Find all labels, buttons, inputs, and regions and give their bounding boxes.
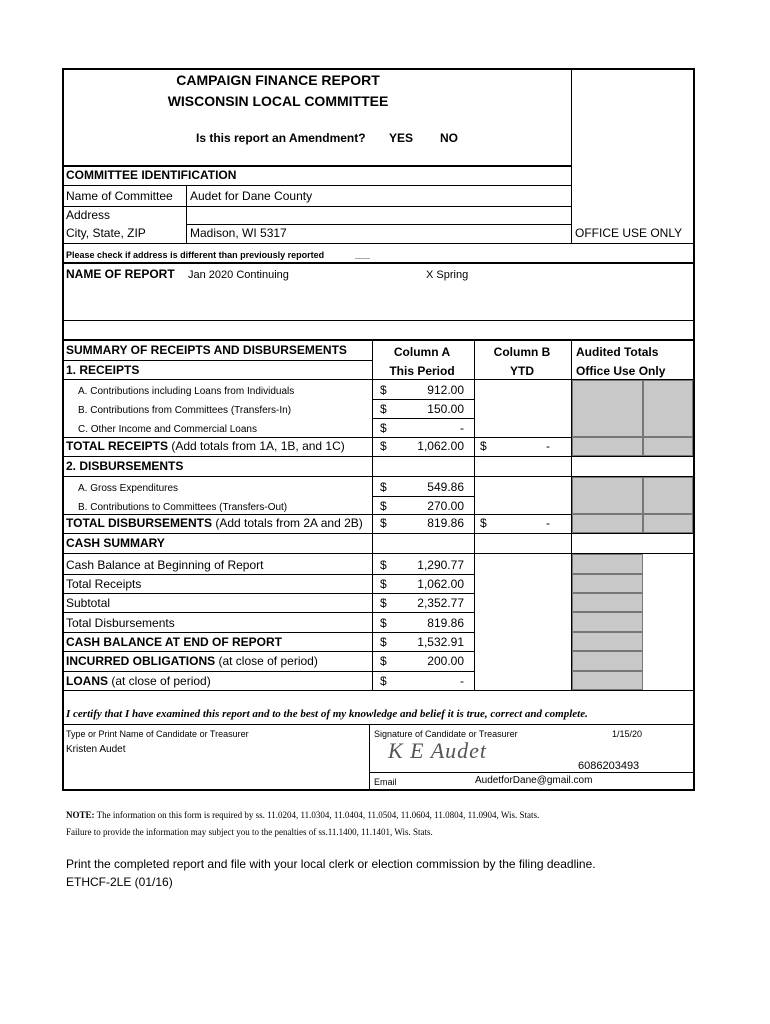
disbursement-a-label: A. Gross Expenditures [78,483,179,494]
amendment-yes[interactable]: YES [389,131,414,145]
rule [62,456,695,457]
total-receipts-dollar: $ [380,439,387,453]
rule [62,632,474,633]
obligations-bold: INCURRED OBLIGATIONS [66,654,216,668]
audit-cell [572,632,643,651]
disbursement-a-amount[interactable]: 549.86 [427,480,464,494]
rule [62,690,695,691]
audit-cell [643,514,693,533]
obligations-label [66,654,318,668]
address-change-note: Please check if address is different than previously reported [66,250,325,260]
audit-cell [572,437,643,456]
loans-amount[interactable]: - [460,674,464,688]
rule [62,185,572,186]
cash-subtotal-dollar: $ [380,596,387,610]
note-line2: Failure to provide the information may subject you to the penalties of ss.11.1400, 11.1401, Wis. Stats. [66,827,433,837]
report-season-value[interactable]: X Spring [426,269,469,281]
cash-summary-title: CASH SUMMARY [66,536,165,550]
total-disbursements-note: (Add totals from 2A and 2B) [212,516,363,530]
note-text: The information on this form is required by ss. 11.0204, 11.0304, 11.0404, 11.0504, 11.0604, 11.0804, 11.0904, Wis. Stats. [94,810,540,820]
receipt-a-dollar: $ [380,383,387,397]
cash-begin-amount[interactable]: 1,290.77 [417,558,464,572]
rule [372,399,474,400]
frame-left [62,68,64,791]
cash-end-label: CASH BALANCE AT END OF REPORT [66,635,282,649]
form-title-line1: CAMPAIGN FINANCE REPORT [176,72,380,88]
obligations-dollar: $ [380,654,387,668]
total-receipts-ytd-dollar: $ [480,439,487,453]
cash-end-dollar: $ [380,635,387,649]
rule [62,593,474,594]
disbursement-b-label: B. Contributions to Committees (Transfers-Out) [78,502,288,513]
form-title-line2: WISCONSIN LOCAL COMMITTEE [167,93,389,109]
amendment-no[interactable]: NO [440,131,458,145]
total-disbursements-bold: TOTAL DISBURSEMENTS [66,516,213,530]
receipt-a-label: A. Contributions including Loans from Individuals [78,386,295,397]
col-divider-b [474,339,475,691]
rule [62,243,695,244]
audit-cell [643,437,693,456]
office-use-divider [571,68,572,243]
audit-cell [572,651,643,671]
receipt-b-dollar: $ [380,402,387,416]
column-b-subheader: YTD [510,364,534,378]
total-receipts-bold: TOTAL RECEIPTS [66,439,169,453]
note-bold: NOTE: [66,810,95,820]
receipt-c-dollar: $ [380,421,387,435]
email-label: Email [374,777,397,787]
total-disbursements-amount[interactable]: 819.86 [427,516,464,530]
signature-label: Signature of Candidate or Treasurer [374,729,518,739]
rule [62,671,474,672]
column-b-header: Column B [493,345,551,359]
cert-divider [369,724,370,790]
amendment-question: Is this report an Amendment? [196,131,366,145]
cash-receipts-dollar: $ [380,577,387,591]
form-id: ETHCF-2LE (01/16) [66,875,173,889]
disbursement-a-dollar: $ [380,480,387,494]
printed-name-label: Type or Print Name of Candidate or Treasurer [66,729,249,739]
report-name-label: NAME OF REPORT [66,267,175,281]
audit-cell [643,380,693,437]
receipt-c-label: C. Other Income and Commercial Loans [78,424,257,435]
total-disbursements-ytd-amount[interactable]: - [546,516,550,530]
committee-section-title: COMMITTEE IDENTIFICATION [66,168,237,182]
obligations-note: (at close of period) [215,654,318,668]
cash-disbursements-amount[interactable]: 819.86 [427,616,464,630]
loans-dollar: $ [380,674,387,688]
certification-statement: I certify that I have examined this report and to the best of my knowledge and belief it is true, correct and complete. [66,708,588,720]
cash-subtotal-label: Subtotal [66,596,111,610]
rule [62,360,372,361]
city-state-zip-label: City, State, ZIP [66,226,146,240]
disbursement-b-amount[interactable]: 270.00 [427,499,464,513]
rule [62,612,474,613]
rule [62,206,572,207]
address-label: Address [66,208,111,222]
audit-cell [572,612,643,632]
handwritten-signature[interactable]: K E Audet [388,738,488,763]
total-receipts-label [66,439,345,453]
committee-name-label: Name of Committee [66,189,173,203]
rule [62,574,474,575]
rule [372,418,474,419]
rule [62,339,695,341]
disbursement-b-dollar: $ [380,499,387,513]
audit-cell [643,477,693,514]
audit-cell [572,554,643,574]
rule [62,651,474,652]
cash-begin-dollar: $ [380,558,387,572]
rule [62,724,695,725]
audit-cell [572,593,643,612]
total-receipts-amount[interactable]: 1,062.00 [417,439,464,453]
cash-receipts-amount[interactable]: 1,062.00 [417,577,464,591]
cash-receipts-label: Total Receipts [66,577,142,591]
column-a-subheader: This Period [389,364,455,378]
receipt-b-amount[interactable]: 150.00 [427,402,464,416]
office-use-only-label: OFFICE USE ONLY [575,226,683,240]
total-disbursements-ytd-dollar: $ [480,516,487,530]
cash-subtotal-amount[interactable]: 2,352.77 [417,596,464,610]
frame-right [693,68,695,791]
audit-cell [572,380,643,437]
rule [372,496,474,497]
signature-date[interactable]: 1/15/20 [612,729,643,739]
filing-instructions: Print the completed report and file with your local clerk or election commission by the filing deadline. [66,857,596,871]
committee-top-rule [62,165,572,167]
disbursements-title: 2. DISBURSEMENTS [66,459,184,473]
total-disbursements-label [66,516,363,530]
cash-end-amount[interactable]: 1,532.91 [417,635,464,649]
summary-title: SUMMARY OF RECEIPTS AND DISBURSEMENTS [66,343,347,357]
rule [369,772,695,773]
cash-disbursements-dollar: $ [380,616,387,630]
committee-label-divider [186,185,187,243]
receipt-a-amount[interactable]: 912.00 [427,383,464,397]
phone-number[interactable]: 6086203493 [578,760,640,772]
total-receipts-note: (Add totals from 1A, 1B, and 1C) [168,439,345,453]
rule [62,262,695,264]
audit-cell [572,671,643,690]
receipt-b-label: B. Contributions from Committees (Transfers-In) [78,405,292,416]
receipt-c-amount[interactable]: - [460,421,464,435]
note-line1 [66,810,539,820]
loans-label [66,674,211,688]
loans-bold: LOANS [66,674,108,688]
audit-cell [572,574,643,593]
frame-top [62,68,695,70]
audit-cell [572,477,643,514]
email-value[interactable]: AudetforDane@gmail.com [475,775,593,786]
audit-cell [572,514,643,533]
printed-name-value[interactable]: Kristen Audet [66,744,126,755]
rule [62,533,695,534]
total-disbursements-dollar: $ [380,516,387,530]
audited-subheader: Office Use Only [576,364,666,378]
address-change-checkbox[interactable]: ___ [355,250,371,260]
total-receipts-ytd-amount[interactable]: - [546,439,550,453]
rule [186,224,572,225]
frame-bottom [62,789,695,791]
committee-name-value[interactable]: Audet for Dane County [190,189,313,203]
col-divider-a [372,339,373,691]
receipts-title: 1. RECEIPTS [66,363,140,377]
obligations-amount[interactable]: 200.00 [427,654,464,668]
report-name-value[interactable]: Jan 2020 Continuing [188,269,289,281]
loans-note: (at close of period) [108,674,211,688]
audited-header: Audited Totals [576,345,659,359]
cash-begin-label: Cash Balance at Beginning of Report [66,558,264,572]
column-a-header: Column A [393,345,451,359]
cash-disbursements-label: Total Disbursements [66,616,175,630]
rule [62,320,695,321]
city-state-zip-value[interactable]: Madison, WI 5317 [190,226,287,240]
